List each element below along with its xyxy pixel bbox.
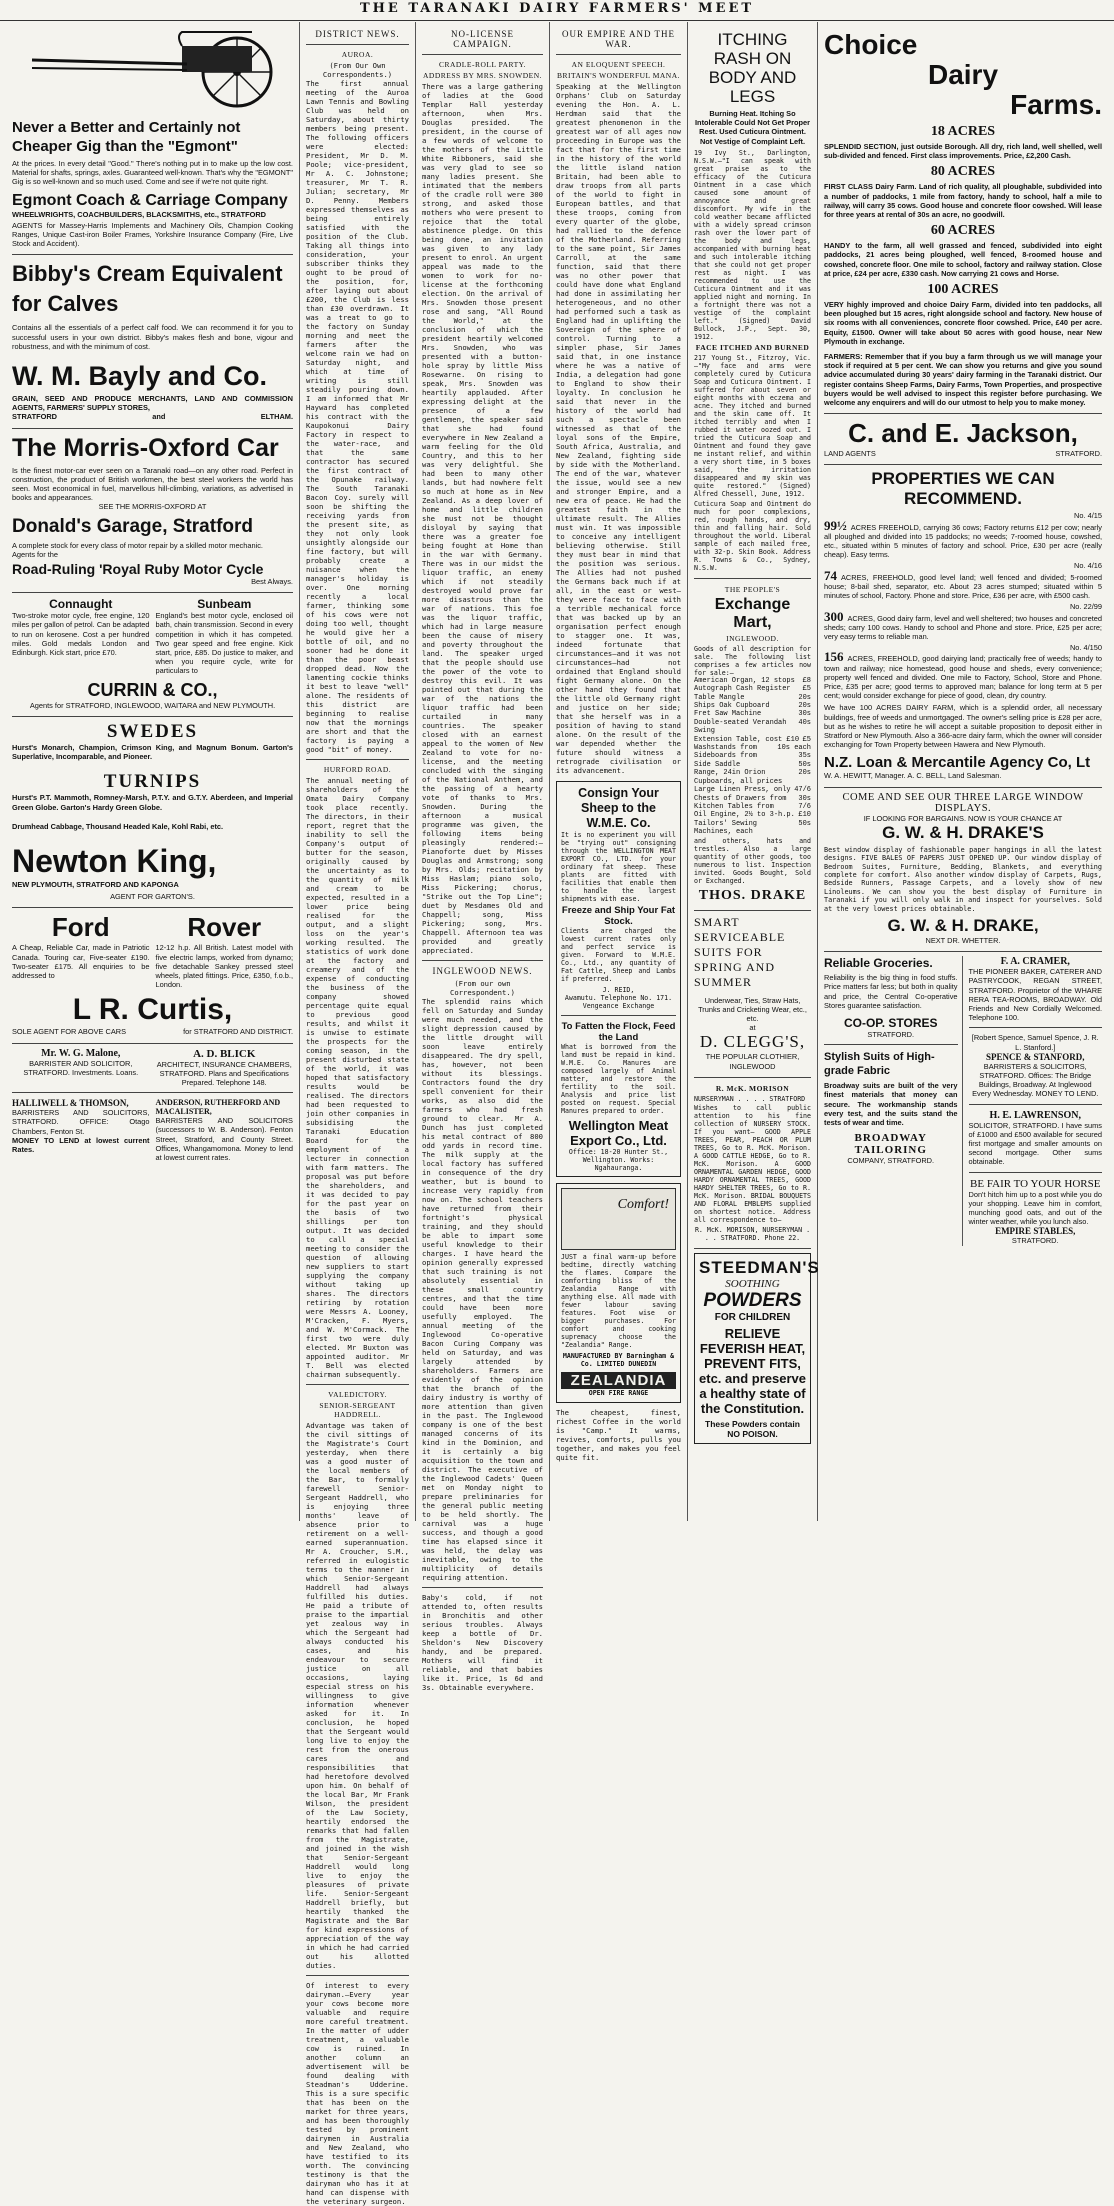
professional-cards xyxy=(12,1044,293,1169)
exchange-item-name: Chests of Drawers from xyxy=(694,794,787,803)
connaught-title: Connaught xyxy=(49,597,113,612)
drake-next: NEXT DR. WHETTER. xyxy=(925,936,1001,945)
consign-subtitle: Freeze and Ship Your Fat Stock. xyxy=(561,905,676,927)
grocer-body: Reliability is the big thing in food stuffs. Price matters far less; but both in quality and price, the Central Co-operative Stores guarantee satisfaction. xyxy=(824,973,958,1010)
drake-body: Best window display of fashionable paper hangings in all the latest designs. FIVE BALES OF PAPERS JUST OPENED UP. Our window display of Bedroom Suites, Furniture, Bedding, Blankets, and everything complete for comfort. Also another window display of Carpets, Rugs, Bedside Runners, Passage Carpets, and a lovely show of new Linoleums. We can show you the best display of Furniture in Taranaki if you will only walk in and inspect for yourselves. Sold at the very lowest prices obtainable. xyxy=(824,845,1102,913)
drake-thos-name: THOS. DRAKE xyxy=(698,887,807,903)
exchange-item-name: Autograph Cash Register xyxy=(694,685,791,694)
cradle-roll-heading: CRADLE-ROLL PARTY. xyxy=(438,60,527,69)
column-advertisements-left xyxy=(6,22,300,1521)
morison-ad xyxy=(694,1078,811,1249)
snowden-heading: ADDRESS BY MRS. SNOWDEN. xyxy=(422,71,543,80)
bayly-place-eltham: ELTHAM. xyxy=(260,412,293,422)
exchange-item-name: Fret Saw Machine xyxy=(694,710,762,719)
comfort-label: Comfort! xyxy=(617,1197,669,1212)
turnips-title: TURNIPS xyxy=(103,771,202,793)
face-title: FACE ITCHED AND BURNED xyxy=(695,342,810,352)
newton-places: NEW PLYMOUTH, STRATFORD AND KAPONGA xyxy=(12,879,179,889)
valedictory-subheading: SENIOR-SERGEANT HADDRELL. xyxy=(319,1401,396,1419)
ruby-tag: Best Always. xyxy=(251,577,293,587)
cuticura-ad xyxy=(694,26,811,579)
donald-agents: Agents for the xyxy=(12,549,59,559)
morris-body: Is the finest motor-car ever seen on a Taranaki road—on any other road. Perfect in construction, the product of British workmen, the best steel workers the world has seen. Most economical in fuel, marvellous hill-climbing, variations, as advertised in books and appearances. xyxy=(12,465,293,503)
hurford-heading: HURFORD ROAD. xyxy=(323,765,392,774)
malone-body: BARRISTER AND SOLICITOR, STRATFORD. Investments. Loans. xyxy=(23,1058,139,1077)
baby-note: Baby's cold, if not attended to, often results in Bronchitis and other serious troubles. Always keep a bottle of Dr. Sheldon's New Discovery handy, and be prepared. Mothers will find it reliable, and that babies like it. Price, 1s 6d and 3s. Obtainable everywhere. xyxy=(422,1593,543,1692)
exchange-item-price: 20s xyxy=(798,769,811,778)
column-dairy-farms xyxy=(818,22,1108,1521)
exchange-kicker: THE PEOPLE'S xyxy=(724,584,781,594)
itching-subtitle: Burning Heat. Itching So Intolerable Could Not Get Proper Rest. Used Cuticura Ointment. Not Vestige of Complaint Left. xyxy=(695,109,810,146)
farm-acres: 60 ACRES xyxy=(930,223,996,239)
farm-acres: 18 ACRES xyxy=(930,124,996,139)
exchange-item xyxy=(694,761,811,769)
cramer-name: F. A. CRAMER, xyxy=(1000,956,1070,968)
property-number: No. 4/150 xyxy=(1069,643,1102,653)
steedman-ad xyxy=(694,1253,820,1444)
curtis-sole: SOLE AGENT FOR ABOVE CARS xyxy=(12,1027,127,1037)
property-number: No. 4/15 xyxy=(1074,511,1102,521)
bibby-title: Bibby's Cream Equivalent for Calves xyxy=(12,261,283,317)
exchange-item-price: 35s xyxy=(798,752,811,761)
ruby-title: Road-Ruling 'Royal Ruby Motor Cycle xyxy=(12,561,264,578)
morison-heading: R. McK. MORISON xyxy=(715,1083,790,1093)
fatten-title: To Fatten the Flock, Feed the Land xyxy=(561,1021,676,1043)
spence-note: [Robert Spence, Samuel Spence, J. R. L. Stanford.] xyxy=(971,1033,1099,1052)
farm-list xyxy=(824,124,1102,346)
clegg-sub: THE POPULAR CLOTHIER, INGLEWOOD xyxy=(705,1052,800,1071)
itching-title: ITCHING RASH ON BODY AND LEGS xyxy=(708,30,797,106)
blick-name: A. D. BLICK xyxy=(193,1047,256,1060)
coop-title: CO-OP. STORES xyxy=(843,1016,938,1031)
inglewood-heading: INGLEWOOD NEWS. xyxy=(432,966,533,976)
sunbeam-body: England's best motor cycle, enclosed oil bath, chain transmission. Second in every competition in which it has competed. Two gear speed and free engine. Kick start, price, £85. Do justice to maker, and when you require cycle, write for particulars to xyxy=(155,611,293,676)
exchange-item xyxy=(694,694,811,702)
column-ads-center xyxy=(688,22,818,1521)
fireside-illustration xyxy=(561,1188,676,1250)
drake-ad xyxy=(824,788,1102,953)
steedman-soothing: SOOTHING xyxy=(725,1277,780,1290)
property-description: ACRES, FREEHOLD, good level land; well fenced and divided; 5-roomed house; 8-bail shed, separator, etc. About 23 acres stumped; situated within 5 minutes of school, Factory. Phone and store. Price, £36 per acre, with £500 cash. xyxy=(824,572,1102,601)
farm-acres: 100 ACRES xyxy=(927,282,999,298)
fatten-body: What is borrowed from the land must be repaid in kind. W.M.E. Co. Manures are composed largely of Animal matter, and restore the fertility to the soil. Analysis and price list posted on request. Special Manures prepared to order. xyxy=(561,1043,676,1115)
exchange-item-price: £8 xyxy=(802,676,811,685)
steedman-foot: These Powders contain NO POISON. xyxy=(705,1418,800,1439)
exchange-item xyxy=(694,752,811,760)
dairy-note: Of interest to every dairyman.—Every year your cows become more valuable and require more careful treatment. In the matter of udder treatment, a valuable cow is ruined. In another column an advertisement will be found dealing with Steadman's Udderine. This is a sure specific that has been on the market for three years, and has been thoroughly tested by prominent dairymen in Australia and New Zealand, who have testified to its worth. The convincing testimony is that the dairyman who has it at hand can dispense with the veterinary surgeon. xyxy=(306,1981,409,2206)
halliwell-body: BARRISTERS AND SOLICITORS, STRATFORD. OFFICE: Otago Chambers, Fenton St. xyxy=(12,1108,150,1136)
lawrence-body: SOLICITOR, STRATFORD. I have sums of £1000 and £500 available for secured first mortgage and smaller amounts on second mortgage. Other sums obtainable. xyxy=(968,1120,1102,1167)
jackson-ad xyxy=(824,414,1102,465)
broadway-suits-body: Broadway suits are built of the very finest materials that money can secure. The workmanship stands every test, and the suits stand the tests of wear and time. xyxy=(824,1081,958,1128)
exchange-item-name: Table Mangle xyxy=(694,693,745,702)
egmont-agents: AGENTS for Massey-Harris Implements and Machinery Oils, Champion Cooking Ranges, Unique Cast-iron Boiler Frames, Yorkshire Insurance Company (Fire, Live Stock and Accident). xyxy=(12,220,293,249)
drake-come: COME AND SEE OUR THREE LARGE WINDOW DISPLAYS. xyxy=(842,791,1084,814)
property-listing xyxy=(824,643,1102,700)
morris-title: The Morris-Oxford Car xyxy=(12,433,279,462)
property-number: No. 4/16 xyxy=(1074,561,1102,571)
horse-title: BE FAIR TO YOUR HORSE xyxy=(970,1177,1101,1190)
bayly-trades: GRAIN, SEED AND PRODUCE MERCHANTS, LAND AND COMMISSION AGENTS, FARMERS' SUPPLY STORES, xyxy=(12,394,293,413)
exchange-item-price: 30s xyxy=(798,710,811,719)
camp-coffee-note: The cheapest, finest, richest Coffee in the world is "Camp." It warms, revives, comforts, pulls you together, and makes you feel quite fit. xyxy=(556,1408,681,1462)
auroa-heading: AUROA. xyxy=(341,50,374,59)
recommend-title: PROPERTIES WE CAN RECOMMEND. xyxy=(871,469,1055,509)
property-description: ACRES, FREEHOLD, good dairying land; practically free of weeds; handy to town and railway; nice homestead, good house and sheds, every convenience; property well fenced and divided. One mile to Factory, School, Store and Phone. Price, £35 per acre; good terms to approved man; balance for long term at 5 per cent; would consider exchange for piece of good, clean, dry country. xyxy=(824,654,1102,701)
valedictory-article: Advantage was taken of the civil sittings of the Magistrate's Court yesterday, when there was a good muster of the local members of the Bar, to formally farewell Senior-Sergeant Haddrell, who is enjoying three months' leave of absence prior to retirement on a well-earned superannuation. Mr A. Croucher, S.M., referred in eulogistic terms to the manner in which Senior-Sergeant Haddrell had always fulfilled his duties. He paid a tribute of praise to the impartial yet zealous way in which the Sergeant had always conducted his cases, and his endeavour to secure justice on all occasions, laying especial stress on his willingness to give information whenever asked for it. In conclusion, he hoped that the Sergeant would long live to enjoy the rest from the onerous cares and responsibilities that had heretofore devolved upon him. On behalf of the local Bar, Mr Frank Wilson, the president of the Law Society, heartily endorsed the remarks that had fallen from the Magistrate, and joined in the wish that Senior-Sergeant Haddrell would long live to enjoy the pleasures of private life. Senior-Sergeant Haddrell briefly, but heartily thanked the Magistrate and the Bar for kind expressions of appreciation of the way in which he had carried out his allotted duties. xyxy=(306,1421,409,1970)
cramer-body: THE PIONEER BAKER, CATERER AND PASTRYCOOK, REGAN STREET, STRATFORD. Proprietor of the WHARE RERA TEA-ROOMS, BROADWAY. Old Friends and New Cordially Welcomed. Telephone 100. xyxy=(968,967,1102,1023)
farm-description: HANDY to the farm, all well grassed and fenced, subdivided into eight paddocks, 21 acres being ploughed, well fenced, 8-roomed house and cowshed, concrete floor. One mile to school, factory and railway station. Close at price, £24 per acre, £330 cash. Now carrying 21 cows and Horse. xyxy=(824,241,1102,278)
exchange-item-price: 50s xyxy=(798,819,811,828)
exchange-title: Exchange Mart, xyxy=(714,595,791,631)
dairy-title: Dairy xyxy=(927,59,999,90)
property-listing xyxy=(824,602,1102,641)
column-no-license xyxy=(416,22,550,1692)
exchange-item-price: 7/6 xyxy=(798,802,811,811)
wme-title: Wellington Meat Export Co., Ltd. xyxy=(568,1118,669,1148)
currin-name: CURRIN & CO., xyxy=(87,679,218,700)
spence-body: BARRISTERS & SOLICITORS, STRATFORD. Offices: The Bridge Buildings, Broadway. At Inglewood Every Wednesday. MONEY TO LEND. xyxy=(972,1061,1099,1099)
gig-headline: Never a Better and Certainly not Cheaper Gig than the "Egmont" xyxy=(12,119,241,155)
nz-loan-ad xyxy=(824,465,1102,787)
swedes-body: Hurst's Monarch, Champion, Crimson King, and Magnum Bonum. Garton's Superlative, Incomparable, and Pioneer. xyxy=(12,742,293,762)
exchange-item-price: 40s xyxy=(798,718,811,727)
drake-name-2: G. W. & H. DRAKE, xyxy=(887,916,1039,935)
exchange-item-price: £5 xyxy=(802,685,811,694)
sunbeam-title: Sunbeam xyxy=(197,597,252,612)
curtis-for: for STRATFORD AND DISTRICT. xyxy=(183,1027,293,1037)
inglewood-article: The splendid rains which fell on Saturday and Sunday were much needed, and the slight depression caused by the little drought will soon leave entirely disappeared. The dry spell, has, however, not been without its blessings. Contractors found the dry spell convenient for their works, as also did the farmers who had fresh ground to clear. Mr A. Dunch has just completed his metal contract of 800 odd yards in record time. The milk supply at the local factory has suffered in consequence of the dry weather, but is bound to increase very rapidly from now on. The school teachers have returned from their fortnight's physical training, and they should be able to impart some useful knowledge to their charges. I have heard the opinion generally expressed that such training is not absolutely essential in these small country centres, and that the time could have been more usefully employed. The annual meeting of the Inglewood Co-operative Bacon Curing Company was held on Saturday, and was largely attended by shareholders. Farmers are evidently of the opinion that the branch of the dairy industry is worthy of more attention than given in the past. The Inglewood company is one of the best managed concerns of its kind in the Dominion, and it is certainly a big acquisition to the town and district. The executive of the Inglewood Cadets' Queen met on Monday night to prepare preliminaries for the general public meeting to be held shortly. The carnival was a huge success, and though a good time has elapsed since it was held, the delay was inevitable, owing to the multiplicity of details requiring attention. xyxy=(422,997,543,1582)
ford-title: Ford xyxy=(51,912,110,943)
property-listing xyxy=(824,561,1102,600)
district-news-heading: DISTRICT NEWS. xyxy=(315,29,400,39)
exchange-item xyxy=(694,719,811,736)
jackson-place: STRATFORD. xyxy=(1055,449,1102,459)
currin-agents: Agents for STRATFORD, INGLEWOOD, WAITARA and NEW PLYMOUTH. xyxy=(29,700,276,710)
inglewood-source: (From our own Correspondent.) xyxy=(450,979,515,997)
exchange-item xyxy=(694,685,811,693)
bayly-place-stratford: STRATFORD xyxy=(12,412,58,422)
exchange-item-name: American Organ, 12 stops xyxy=(694,676,795,685)
britains-mana-heading: BRITAIN'S WONDERFUL MANA. xyxy=(556,71,681,80)
exchange-item xyxy=(694,795,811,803)
drake-name: G. W. & H. DRAKE'S xyxy=(882,822,1044,842)
exchange-mart-ad xyxy=(694,579,811,911)
exchange-place: INGLEWOOD. xyxy=(726,633,779,643)
exchange-item-price: £10 xyxy=(798,811,811,820)
exchange-item-price: 20s xyxy=(798,693,811,702)
exchange-item xyxy=(694,820,811,837)
rover-body: 12-12 h.p. All British. Latest model with five electric lamps, worked from dynamo; five detachable Sankey pressed steel wheels, plated fittings. Price, £350, f.o.b., London. xyxy=(155,943,293,990)
exchange-item-price: £5 xyxy=(802,735,811,744)
rover-title: Rover xyxy=(187,912,262,943)
exchange-item-name: Cupboards, all prices xyxy=(694,777,783,786)
curtis-name: L R. Curtis, xyxy=(72,993,233,1027)
exchange-item-name: Kitchen Tables from xyxy=(694,802,774,811)
clegg-name: D. CLEGG'S, xyxy=(699,1032,806,1052)
steedman-powders: POWDERS xyxy=(703,1289,802,1311)
newton-agent: AGENT FOR GARTON'S. xyxy=(110,892,195,902)
horse-body: Don't hitch him up to a post while you do your shopping. Leave him in comfort, munching good oats, and out of the winter weather, while you lunch also. xyxy=(968,1189,1102,1227)
nz-loan-name: N.Z. Loan & Mercantile Agency Co, Lt xyxy=(824,754,1091,772)
exchange-item xyxy=(694,769,811,777)
exchange-price-list xyxy=(694,677,811,837)
valedictory-heading: VALEDICTORY. xyxy=(328,1390,387,1399)
morison-foot: R. McK. MORISON, NURSERYMAN . . . STRATFORD. Phone 22. xyxy=(694,1225,811,1242)
newton-name: Newton King, xyxy=(12,842,217,879)
exchange-item-name: Double-seated Verandah Swing xyxy=(694,718,787,736)
donald-body: A complete stock for every class of motor repair by a skilled motor mechanic. xyxy=(12,540,263,550)
curtis-ad xyxy=(12,908,293,1043)
empire-heading: OUR EMPIRE AND THE WAR. xyxy=(561,29,676,49)
property-list xyxy=(824,511,1102,700)
spence-name: SPENCE & STANFORD, xyxy=(985,1051,1085,1062)
farm-description: VERY highly improved and choice Dairy Farm, divided into ten paddocks, all been ploughed but 15 acres, right alongside school and factory. New house of six rooms with all conveniences, concrete floor cowshed. Price, £40 per acre. Equity, £1500. Owner will take about 50 acres with good house, near New Plymouth in exchange. xyxy=(824,300,1102,346)
anderson-body: BARRISTERS AND SOLICITORS (successors to W. B. Anderson). Fenton Street, Stratford, and County Street. Offices, Whangamomona. Money to lend at lowest current rates. xyxy=(155,1116,293,1162)
no-license-article: There was a large gathering of ladies at the Good Templar Hall yesterday afternoon, when Mrs. Douglas presided. The president, in the course of a few words of welcome to the mothers of the Little White Ribboners, said she was very glad to see so many ladies present. She intimated that the members of the cradle roll were 300 strong, and asked those mothers who were present to rejoice that the total abstinence pledge. On this being done, an invitation was given to any lady present to enrol. An urgent appeal was made to the women to work for no-license at the forthcoming election. On the arrival of Mrs. Snowden those present rose and sang, "All Round the World," at the conclusion of which the president heartily welcomed Mrs. Snowden, who was presented with a button-hole spray by little Miss Rosewarne. On rising to speak, Mrs. Snowden was heartily applauded. After expressing delight at the presence of a few gentlemen, the speaker said that she had found everywhere in New Zealand a warm feeling for the Old Country, and this to her was very delightful. She had been to many other lands, but had nowhere felt so much at home as in New Zealand. As a deep lover of home and little children she must not be thought disloyal by saying that there was a greater foe being fought at Home than in the war with Germany. There was in our midst the liquor traffic, an enemy which if not steadily destroyed would prove far more disastrous than the war of nations. This foe was the liquor traffic, which had in large measure been the cause of misery and poverty throughout the land. The speaker urged that the people should use the power of the vote to destroy this evil. It was pointed out that during the war of the nations the liquor traffic had been curtailed in many countries. The speaker closed with an earnest appeal to the women of New Zealand to vote for no-license, and the meeting concluded with the singing of the National Anthem, and the passing of a hearty vote of thanks to Mrs. Snowden. During the afternoon a musical programme was given, the following items being pleasingly rendered:—Pianoforte duet by Misses Douglas and Armstrong; song by Mrs. Olds; recitation by Miss Haslam; piano solo, Miss Pickering; chorus, "Strike out the Top Line"; duet by Mesdames Old and Chappell; song, Miss Pickering; song, Mrs. Chappell. Afternoon tea was provided and greatly appreciated. xyxy=(422,82,543,955)
clegg-at: at xyxy=(749,1023,756,1033)
bayly-places xyxy=(12,412,293,421)
property-size: 74 xyxy=(824,567,837,583)
blick-body: ARCHITECT, INSURANCE CHAMBERS, STRATFORD. Plans and Specifications Prepared. Telephone 148. xyxy=(156,1059,292,1087)
lawrence-name: H. E. LAWRENSON, xyxy=(989,1109,1081,1121)
broadway-place: COMPANY, STRATFORD. xyxy=(847,1156,935,1166)
zealandia-name: ZEALANDIA xyxy=(561,1372,676,1389)
gig-carriage-illustration xyxy=(12,30,292,112)
exchange-item xyxy=(694,744,811,752)
donald-title: Donald's Garage, Stratford xyxy=(12,515,254,537)
farms-title: Farms. xyxy=(1010,89,1102,120)
exchange-item-price: 30s xyxy=(798,794,811,803)
swedes-title: SWEDES xyxy=(106,720,199,742)
cabbage-body: Drumhead Cabbage, Thousand Headed Kale, Kohl Rabi, etc. xyxy=(12,821,224,831)
exchange-tail: and others, hats and trestles. Also a large quantity of other goods, too numerous to list. Inspection invited. Goods Bought, Sold or Exchanged. xyxy=(694,836,811,885)
column-empire-war xyxy=(550,22,688,1521)
choice-farms-ad xyxy=(824,26,1102,414)
property-description: ACRES, Good dairy farm, level and well sheltered; two houses and concreted sheds; carry 100 cows. Handy to school and Phone and store. Price, £25 per acre; very easy terms to reliable man. xyxy=(824,613,1102,641)
halliwell-money: MONEY TO LEND at lowest current Rates. xyxy=(12,1135,150,1154)
zealandia-maker: MANUFACTURED BY Barningham & Co. LIMITED DUNEDIN xyxy=(562,1352,675,1368)
suits-title: SMART SERVICEABLE SUITS FOR SPRING AND SUMMER xyxy=(694,914,786,989)
consign-body: It is no experiment you will be "trying out" consigning through the WELLINGTON MEAT EXPORT CO., LTD. for your ordinary fat sheep. These plants are fitted with facilities that enable them to handle the largest shipments with ease. xyxy=(561,831,676,903)
egmont-trades: WHEELWRIGHTS, COACHBUILDERS, BLACKSMITHS, etc., STRATFORD xyxy=(12,209,267,219)
anderson-name: ANDERSON, RUTHERFORD AND MACALISTER, xyxy=(155,1098,281,1117)
currin-ad xyxy=(12,593,293,717)
bibby-ad xyxy=(12,255,293,428)
bayly-place-and: and xyxy=(152,412,166,422)
jackson-name: C. and E. Jackson, xyxy=(848,418,1078,449)
steedman-for: FOR CHILDREN xyxy=(714,1311,791,1323)
connaught-body: Two-stroke motor cycle, free engine, 120 miles per gallon of petrol. Can be adapted to run on kerosene. Cost a per hundred miles. Gold medals London and Edinburgh. Kick start, price £70. xyxy=(12,611,150,658)
halliwell-name: HALLIWELL & THOMSON, xyxy=(12,1098,129,1109)
properties-tail: We have 100 ACRES DAIRY FARM, which is a splendid order, all necessary buildings, free of weeds and unmortgaged. The owner's selling price is £28 per acre, but as he wishes to retire he will accept a suitable proposition to deposit either in Stratford or New Plymouth. Also a 366-acre dairy farm, which the owner will consider exchanging for Town Property between Hawera and New Plymouth. xyxy=(824,703,1102,750)
morison-text: Wishes to call public attention to his fine collection of NURSERY STOCK. If you want— GOOD APPLE TREES, PEAR, PEACH OR PLUM TREES, Go to R. McK. Morison. A GOOD CATTLE HEDGE, Go to R. McK. Morison. A GOOD ORNAMENTAL GARDEN HEDGE, GOOD HARDY ORNAMENTAL TREES, GOOD HARDY SHELTER TREES, Go to R. McK. Morison. BRIDAL BOUQUETS AND FLORAL EMBLEMS supplied on shortest notice. Address all correspondence to— xyxy=(694,1103,811,1224)
exchange-item-price: 50s xyxy=(798,760,811,769)
steedman-body: RELIEVE FEVERISH HEAT, PREVENT FITS, etc. and preserve a healthy state of the Constitution. xyxy=(699,1325,806,1416)
coop-place: STRATFORD. xyxy=(867,1030,915,1040)
morris-see: SEE THE MORRIS-OXFORD AT xyxy=(98,502,207,512)
farm-acres: 80 ACRES xyxy=(930,164,996,180)
consign-note: Clients are charged the lowest current rates only and perfect service is given. Forward to W.M.E. Co., Ltd., any quantity of Fat Cattle, Sheep and Lambs if preferred. xyxy=(561,927,676,983)
suits-items: Underwear, Ties, Straw Hats, Trunks and Cricketing Wear, etc., etc. xyxy=(698,995,807,1023)
exchange-item-price: 10s each xyxy=(777,744,811,753)
exchange-item xyxy=(694,710,811,718)
exchange-item xyxy=(694,702,811,710)
exchange-item xyxy=(694,778,811,786)
exchange-item-name: Sideboards from xyxy=(694,752,758,761)
comfort-body: JUST a final warm-up before bedtime, directly watching the flames. Compare the comforting bliss of the Zealandia Range with anything else. All made with fewer labour saving features. Foot wise or bigger purchases. For comfort and cooking supremacy choose the "Zealandia" Range. xyxy=(561,1253,676,1349)
exchange-item xyxy=(694,677,811,685)
grocer-title: Reliable Groceries. xyxy=(824,956,933,971)
auroa-source: (From Our Own Correspondents.) xyxy=(322,61,393,79)
exchange-item-name: Oil Engine, 2½ to 3-h.p. xyxy=(694,811,795,820)
property-size: 99½ xyxy=(824,517,847,533)
exchange-item-name: Extension Table, cost £10 xyxy=(694,735,800,744)
wme-address: Office: 18-20 Hunter St., Wellington. Works: Ngahauranga. xyxy=(568,1148,669,1172)
hurford-article: The annual meeting of shareholders of the Omata Dairy Company took place recently. The directors, in their report, regret that the inability to sell the Company's output of butter for the season, originally caused by the uncertainty as to the quantity of milk and cream to be expected, resulted in a lower price being realised for the output, and a slight loss on the year's working resulted. The statistics of work done at the factory and creamery and of the expense of conducting the business of the company showed percentage quite equal to previous good results, and whilst it is unwise to estimate the prospects for the coming season, in the present disturbed state of the world, it was hoped that satisfactory results would be realised. The directors had been requested to join other companies in subsidising the Taranaki Education Board for the employment of a lecturer in connection with farm matters. The proposal was put before the shareholders, and it was decided to pay for the past year on the basis of two shillings per ton output. It was decided to call a special meeting to consider the question of allowing new suppliers to start supplying the company without taking up shares. The directors retiring by rotation were Messrs A. Looney, M'Cracken, F. Myers, and W. M'Cormack. The first two were duly elected. Mr Buxton was appointed auditor. Mr T. Bell was elected chairman subsequently. xyxy=(306,776,409,1379)
broadway-name: BROADWAY TAILORING xyxy=(854,1132,927,1157)
gig-body: At the prices. In every detail "Good." There's nothing put in to make up the low cost. Material for shafts, springs, axles. Guaranteed well-known. That's why the "EGMONT" Gig is so well-known and so much used. Come and see if we're not quite right. xyxy=(12,159,293,187)
exchange-item xyxy=(694,786,811,794)
reid-body: Awamutu. Telephone No. 171. Vengeance Exchange xyxy=(564,994,673,1010)
column-district-news xyxy=(300,22,416,2206)
egmont-ad xyxy=(12,26,293,255)
steedman-title: STEEDMAN'S xyxy=(699,1257,820,1277)
empire-stables-name: EMPIRE STABLES, xyxy=(995,1226,1076,1237)
clegg-ad xyxy=(694,911,811,1078)
egmont-name: Egmont Coach & Carriage Company xyxy=(12,191,288,209)
ford-body: A Cheap, Reliable Car, made in Patriotic Canada. Touring car, Five-seater £190. Two-seater £175. All enquiries to be addressed to xyxy=(12,943,150,980)
exchange-item-name: Ships Oak Cupboard xyxy=(694,702,770,711)
morris-ad xyxy=(12,429,293,594)
morison-place: NURSERYMAN . . . . STRATFORD xyxy=(694,1094,806,1103)
property-size: 156 xyxy=(824,649,844,665)
exchange-item-name: Range, 24in Orion xyxy=(694,769,766,778)
consign-title: Consign Your Sheep to the W.M.E. Co. xyxy=(578,786,659,830)
property-listing xyxy=(824,511,1102,559)
farm-description: FIRST CLASS Dairy Farm. Land of rich quality, all ploughable, subdivided into a number of paddocks, 1 mile from factory, handy to school, half a mile to railway, will carry 35 cows. Good house and concrete floor cowshed. Will lease for three years at rental of 30s an acre, no goodwill. xyxy=(824,182,1102,220)
exchange-item-price: 20s xyxy=(798,702,811,711)
masthead: THE TARANAKI DAIRY FARMERS' MEET xyxy=(0,0,1114,21)
exchange-item-price: 47/6 xyxy=(794,786,811,795)
bibby-body: Contains all the essentials of a perfect calf food. We can recommend it for you to successful users in your own district. Bibby's makes flesh and bone, vigour and robustness, and with the minimum of cost. xyxy=(12,323,293,351)
exchange-item-name: Large Linen Press, only xyxy=(694,786,791,795)
zealandia-ad xyxy=(556,1183,681,1403)
property-description: ACRES FREEHOLD, carrying 36 cows; Factory returns £12 per cow; nearly all ploughed and divided into 15 paddocks; no weeds; 7-roomed house, cowshed, etc., situated within 5 minutes of factory and school. Price, £30 per acre (really cheap). Easy terms. xyxy=(824,522,1102,560)
empire-article: Speaking at the Wellington Orphans' Club on Saturday evening the Hon. A. L. Herdman said that the greatest phenomenon in the greatest war of all ages now proceeding in Europe was the fact that for the first time in the history of the world the little island nation Britain, had been able to draw troops from all parts of the world to fight in European battles, and that these troops, coming from every quarter of the globe, had rallied to the defence of the Motherland. Referring to the same point, Sir James Carroll, at the same function, said that there was no other power that could have done what England had done in assimilating her heterogeneous, and no other had performed such a task as England had in uplifting the Sovereign of the sphere of control. Turning to a simpler phase, Sir James said that, in one instance where he was a native of India, a delegation had gone to England to show their loyalty. In conclusion he said that never in the history of the world had such a spectacle been witnessed as that of the loyal sons of the Empire, South Africa, Australia, and New Zealand, fighting side by side with the Motherland. The end of the war, whatever the issue, would see a new and stronger Empire, and a new era of peace. He had the greatest faith in the ultimate result. The Allies must win. It was impossible to conceive any intelligent believing otherwise. Still they must bear in mind that the position was serious. The Allies had not pushed the Germans back much if at all, in the east or west—they were face to face with a terrible mechanical force that was backed up by an organisation perfect enough to stagger one. It was, indeed fortunate that circumstances—and it was not circumstances—had not ordained that England should fight Germany alone. On the other hand they found that the little old Germany right and justice on her side; that she herself was in a position of having to stand alone. On the result of the war depended whether the future should witness a retrograde civilisation or its advancement. xyxy=(556,82,681,775)
broadway-suits-title: Stylish Suits of High-grade Fabric xyxy=(824,1051,935,1078)
farm-description: SPLENDID SECTION, just outside Borough. All dry, rich land, well shelled, well sub-divided and fenced. First class improvements. Price, £2,200 Cash. xyxy=(824,142,1102,161)
choice-title: Choice xyxy=(824,29,918,60)
eloquent-speech-heading: AN ELOQUENT SPEECH. xyxy=(571,60,666,69)
exchange-item-name: Side Saddle xyxy=(694,760,741,769)
exchange-intro: Goods of all description for sale. The following list comprises a few articles now for sale:— xyxy=(694,644,811,677)
turnips-body: Hurst's P.T. Mammoth, Romney-Marsh, P.T.Y. and G.T.Y. Aberdeen, and Imperial Green Globe. Garton's Hardy Green Globe. xyxy=(12,793,293,812)
drake-if: IF LOOKING FOR BARGAINS. NOW IS YOUR CHANCE AT xyxy=(863,813,1063,823)
nz-loan-people: W. A. HEWITT, Manager. A. C. BELL, Land Salesman. xyxy=(824,771,1002,781)
jackson-agents: LAND AGENTS xyxy=(824,449,876,459)
no-license-heading: NO-LICENSE CAMPAIGN. xyxy=(451,29,514,49)
exchange-item-name: Washstands from xyxy=(694,744,758,753)
zealandia-tag: OPEN FIRE RANGE xyxy=(588,1389,649,1397)
reid-name: J. REID, xyxy=(602,986,635,994)
wme-ad xyxy=(556,781,681,1177)
property-size: 300 xyxy=(824,608,844,624)
malone-name: Mr. W. G. Malone, xyxy=(41,1047,121,1059)
property-number: No. 22/99 xyxy=(1069,602,1102,612)
farmers-note: FARMERS: Remember that if you buy a farm through us we will manage your stock if required at 5 per cent. We can show you returns and give you sound advice accumulated during 30 years' dairy farming in the Taranaki district. Our register contains Sheep Farms, Dairy Farms, Town Properties, and prospective buyers would be well advised to inspect this register before purchasing. We welcome any enquirers and will do our utmost to help you to make money. xyxy=(824,352,1102,408)
bayly-name: W. M. Bayly and Co. xyxy=(12,361,268,392)
exchange-item-name: Tailors' Sewing Machines, each xyxy=(694,819,758,837)
cuticura-note: Cuticura Soap and Ointment do much for poor complexions, red, rough hands, and dry, thin and falling hair. Sold throughout the world. Liberal sample of each mailed free, with 32-p. Skin Book. Address R. Towns & Co., Sydney, N.S.W. xyxy=(694,499,811,572)
face-testimonial: 217 Young St., Fitzroy, Vic.—"My face and arms were completely cured by Cuticura Soap and Cuticura Ointment. I suffered for about seven or eight months with eczema and acne. They itched and burned and the skin came off. It itched terribly and when I rubbed it water oozed out. I tried the Cuticura Soap and Ointment and found they gave me instant relief, and within a very short time, in 5 boxes said, the irritation disappeared and my skin was quite restored." (Signed) Alfred Chessell, June, 1912. xyxy=(694,353,811,498)
itching-testimonial: 19 Ivy St., Darlington, N.S.W.—"I can speak with great praise as to the efficacy of the Cuticura Ointment in a case which caused some amount of annoyance and great discomfort. My wife in the cold weather became afflicted with a widely spread crimson rash over the lower part of the body and legs, accompanied with burning heat and such intolerable itching that she could not get proper rest as night. I was recommended to use the Cuticura Ointment and it was applied night and morning. In a fortnight there was not a vestige of the complaint left." (Signed) David Bullock, J.P., Sept. 30, 1912. xyxy=(694,148,811,341)
empire-stables-place: STRATFORD. xyxy=(1011,1236,1059,1246)
seeds-ad xyxy=(12,717,293,908)
exchange-item xyxy=(694,736,811,744)
exchange-item xyxy=(694,811,811,819)
auroa-article: The first annual meeting of the Auroa Lawn Tennis and Bowling Club was held on Saturday, about thirty members being present. The following officers were elected: President, Mr D. M. Poole; vice-president, Mr A. C. Johnstone; treasurer, Mr T. R. Julian; secretary, Mr D. Penny. Members expressed themselves as being entirely satisfied with the position of the Club. Taking all things into consideration, your subscriber thinks they ought to be proud of the position, for, after laying out about £200, the Club is less than £30 overdrawn. It was a treat to go to the factory on Sunday morning and meet the farmers after the welcome rain we had on Saturday night, and which at time of writing is still steadily pouring down. I am informed that Mr Hayward has completed his contract with the Kaupokonui Dairy Factory in respect to the water-race, and that the same contractor has secured the first contract of the Opunake railway. The South Taranaki Bacon Coy. surely will soon be shifting the receiving yards from the present site, as they not only look unsightly alongside our fine factory, but will probably create a nuisance when the manager's holiday is over. One morning recently a local farmer, thinking some of his cows were not doing too well, thought he would give her a bottle of oil, and no sooner had he done it than the poor beast dropped dead. Now the lamenting cockie thinks it best to leave "well" alone. The residents of this district are beginning to realise now that the mornings are short and that the factory is paying a good "bit" of money. xyxy=(306,79,409,754)
